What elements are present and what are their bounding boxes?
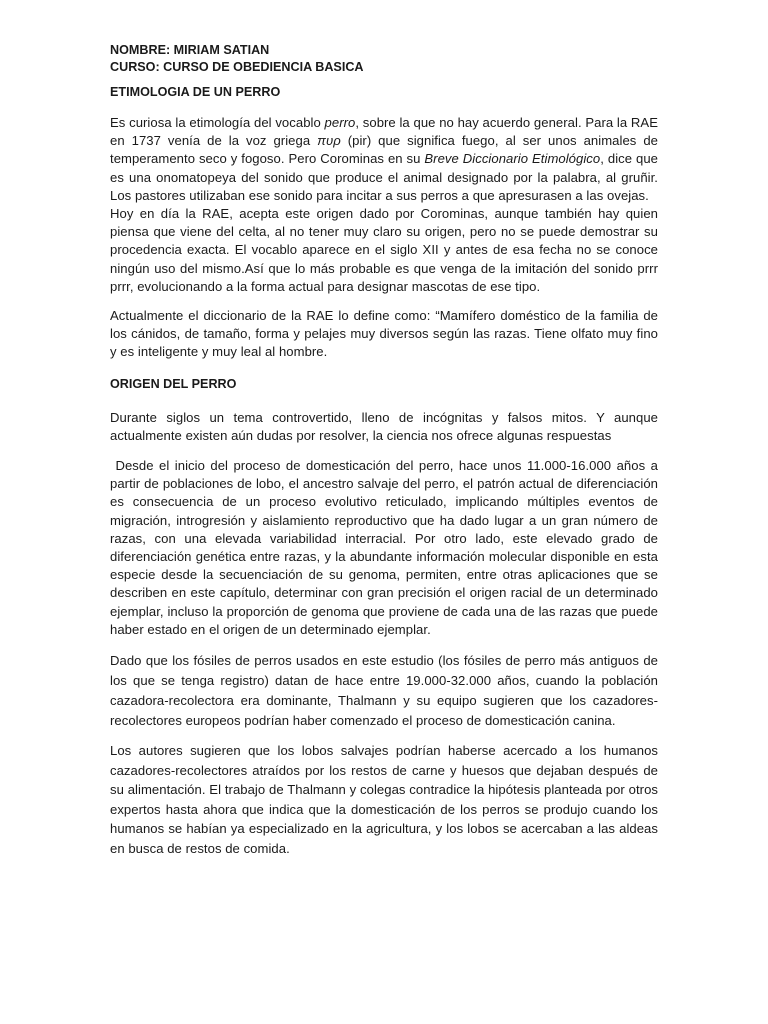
origen-paragraph-3: Dado que los fósiles de perros usados en este estudio (los fósiles de perro más antiguos de los que se tenga registro) datan de hace entre 19.000-32.000 años, cuando la población cazadora-recolectora era dominante, Thalmann y su equipo sugieren que los cazadores-recolectores europeos podrían haber comenzado el proceso de domesticación canina. (110, 653, 658, 729)
course-name: CURSO: CURSO DE OBEDIENCIA BASICA (110, 60, 364, 74)
greek-word: πυρ (317, 133, 341, 149)
student-name: NOMBRE: MIRIAM SATIAN (110, 43, 270, 57)
etimologia-paragraph-3: Actualmente el diccionario de la RAE lo define como: “Mamífero doméstico de la familia de los cánidos, de tamaño, forma y pelajes muy diversos según las razas. Tiene olfato muy fino y es inteligente y muy leal al hombre. (110, 308, 658, 360)
origen-paragraph-4: Los autores sugieren que los lobos salvajes podrían haberse acercado a los humanos cazadores-recolectores atraídos por los restos de carne y huesos que dejaban después de su alimentación. El trabajo de Thalmann y colegas contradice la hipótesis planteada por otros expertos hasta ahora que indica que la domesticación de los perros se produjo cuando los humanos se habían ya especializado en la agricultura, y los lobos se acercaban a las aldeas en busca de restos de comida. (110, 743, 658, 857)
section-title-etimologia: ETIMOLOGIA DE UN PERRO (110, 85, 281, 99)
origen-paragraph-2: Desde el inicio del proceso de domesticación del perro, hace unos 11.000-16.000 años a partir de poblaciones de lobo, el ancestro salvaje del perro, el patrón actual de diferenciación es consecuencia de un proceso evolutivo reticulado, implicando múltiples eventos de migración, introgresión y aislamiento reproductivo que ha dado lugar a un gran número de razas, con una elevada variabilidad interracial. Por otro lado, este elevado grado de diferenciación genética entre razas, y la abundante información molecular disponible en esta especie desde la secuenciación de su genoma, permiten, entre otras aplicaciones que se describen en este capítulo, determinar con gran precisión el origen racial de un determinado ejemplar, incluso la proporción de genoma que proviene de cada una de las razas que puede haber estado en el origen de un determinado ejemplar. (110, 458, 662, 637)
section-title-origen: ORIGEN DEL PERRO (110, 376, 237, 391)
word-perro: perro (324, 115, 356, 130)
etimologia-paragraph-2: Hoy en día la RAE, acepta este origen dado por Corominas, aunque también hay quien piensa que viene del celta, al no tener muy claro su origen, pero no se puede demostrar su procedencia exacta. El vocablo aparece en el siglo XII y antes de esa fecha no se conoce ningún uso del mismo.Así que lo más probable es que venga de la imitación del sonido prrr prrr, evolucionando a la forma actual para designar mascotas de ese tipo. (110, 206, 658, 294)
book-title: Breve Diccionario Etimológico (424, 151, 601, 167)
origen-paragraph-1: Durante siglos un tema controvertido, lleno de incógnitas y falsos mitos. Y aunque actualmente existen aún dudas por resolver, la ciencia nos ofrece algunas respuestas (110, 409, 658, 443)
etimologia-paragraph-1: Es curiosa la etimología del vocablo perro, sobre la que no hay acuerdo general. Para la RAE en 1737 venía de la voz griega πυρ (pir) que significa fuego, al ser unos animales de temperamento seco y fogoso. Pero Corominas en su Breve Diccionario Etimológico, dice que es una onomatopeya del sonido que produce el animal designado por la palabra, al gruñir. Los pastores utilizaban ese sonido para incitar a sus perros a que apresurasen a las ovejas. (110, 115, 659, 203)
